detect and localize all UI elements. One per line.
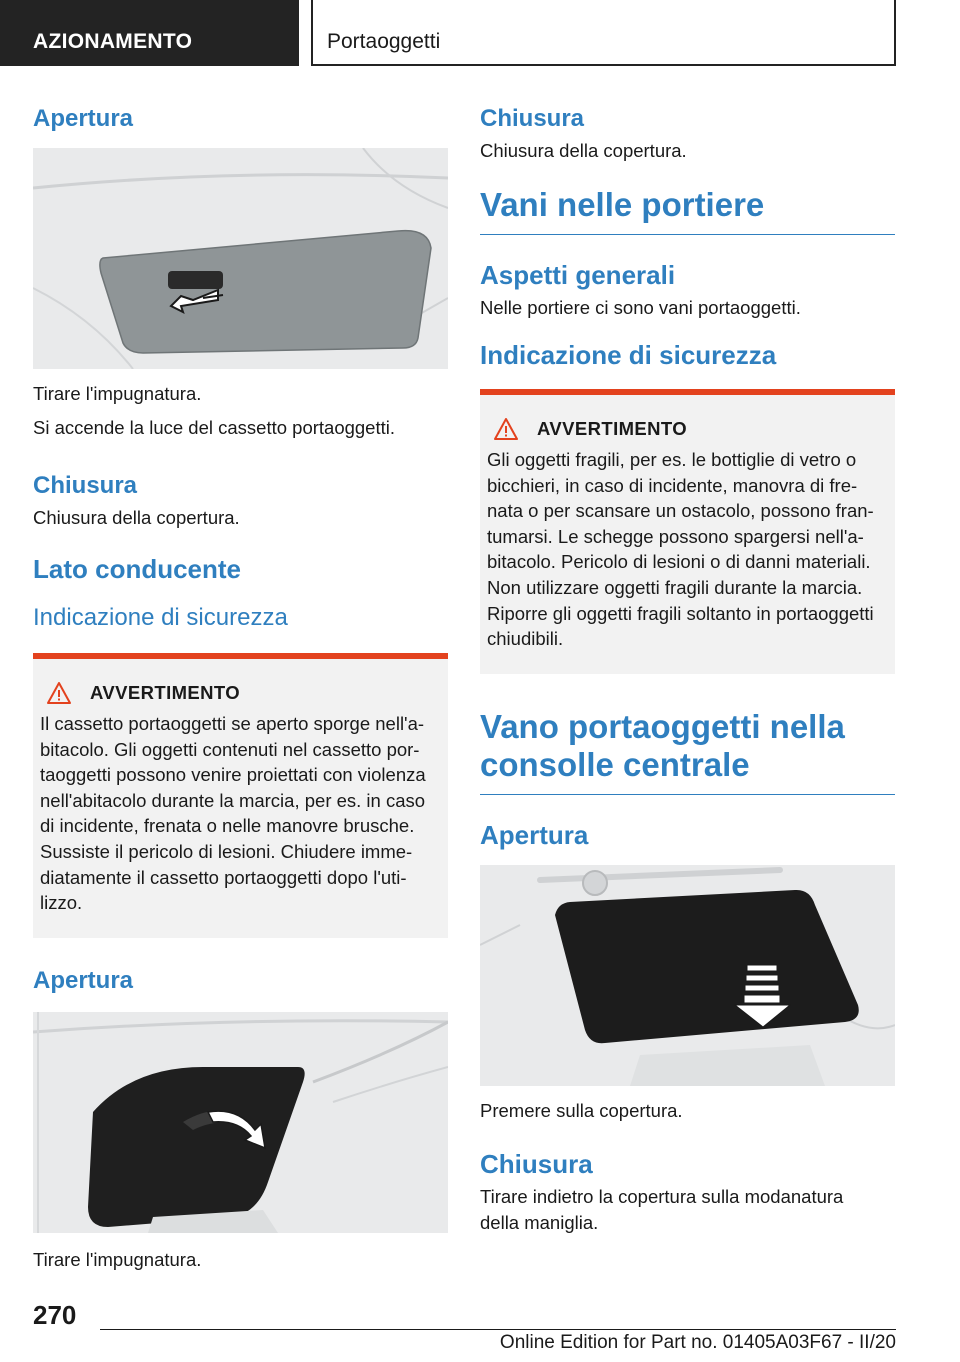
paragraph-tirare: Tirare l'impugnatura. (33, 383, 202, 404)
figure-glovebox-passenger (33, 148, 448, 369)
driver-storage-illustration (33, 1012, 448, 1233)
warning-box (480, 389, 895, 674)
heading-chiusura: Chiusura (480, 105, 585, 132)
page-number: 270 (33, 1300, 77, 1330)
warning-title-text: AVVERTIMENTO (537, 418, 688, 439)
paragraph-chiusura: Chiusura della copertura. (480, 140, 687, 161)
figure-console-storage (480, 865, 895, 1086)
warning-box (33, 653, 448, 938)
chapter-title: Portaoggetti (311, 0, 896, 66)
figure-glovebox-driver (33, 1012, 448, 1233)
heading-apertura: Apertura (33, 105, 134, 132)
warning-title-text: AVVERTIMENTO (90, 682, 241, 703)
paragraph-premere: Premere sulla copertura. (480, 1099, 683, 1121)
glovebox-illustration (33, 148, 448, 369)
warning-text: Il cassetto portaoggetti se aperto sporge nell'a- bitacolo. Gli oggetti contenuti nel cassetto por- taoggetti possono venire proiettati con violenza nell'abitacolo durante la marcia, per es. in caso di incidente, frenata o nelle manovre brusche. Sussiste il pericolo di lesioni. Chiudere imme- diatamente il cassetto portaoggetti dopo l'uti- lizzo. (40, 713, 426, 914)
paragraph-chiusura: Chiusura della copertura. (33, 507, 240, 528)
left-column (33, 100, 448, 1273)
warning-text: Gli oggetti fragili, per es. le bottiglie di vetro o bicchieri, in caso di incidente, manovra di fre- nata o per scansare un ostacolo, possono fran- tumarsi. Le schegge possono spargersi nell'a- bitacolo. Pericolo di lesioni o di danni materiali. Non utilizzare oggetti fragili durante la marcia. Riporre gli oggetti fragili soltanto in portaoggetti chiudibili. (487, 449, 874, 650)
paragraph-tirare-2: Tirare l'impugnatura. (33, 1248, 202, 1270)
heading-lato-conducente: Lato conducente (33, 554, 242, 584)
right-column (480, 100, 895, 1236)
heading-apertura-2: Apertura (33, 966, 134, 994)
paragraph-luce: Si accende la luce del cassetto portaoggetti. (33, 417, 396, 438)
footer-divider (100, 1329, 896, 1330)
heading-vani-portiere: Vani nelle portiere (480, 186, 895, 235)
warning-icon (46, 681, 72, 705)
heading-chiusura-2: Chiusura (480, 1148, 593, 1179)
heading-indicazione: Indicazione di sicurezza (480, 340, 777, 370)
paragraph-chiusura-2: Tirare indietro la copertura sulla modanatura della maniglia. (480, 1185, 844, 1233)
warning-title (487, 417, 887, 441)
heading-indicazione: Indicazione di sicurezza (33, 604, 288, 631)
heading-apertura: Apertura (480, 819, 589, 850)
heading-chiusura: Chiusura (33, 472, 138, 499)
section-title: AZIONAMENTO (0, 0, 299, 66)
page-header (0, 0, 960, 66)
heading-vano-consolle: Vano portaoggetti nella consolle centrale (480, 708, 895, 795)
paragraph-aspetti: Nelle portiere ci sono vani portaoggetti. (480, 297, 801, 318)
console-illustration (480, 865, 895, 1086)
warning-icon (493, 417, 519, 441)
footer-edition: Online Edition for Part no. 01405A03F67 - II/20 (499, 1332, 896, 1353)
warning-title (40, 681, 440, 705)
heading-aspetti-generali: Aspetti generali (480, 260, 676, 290)
